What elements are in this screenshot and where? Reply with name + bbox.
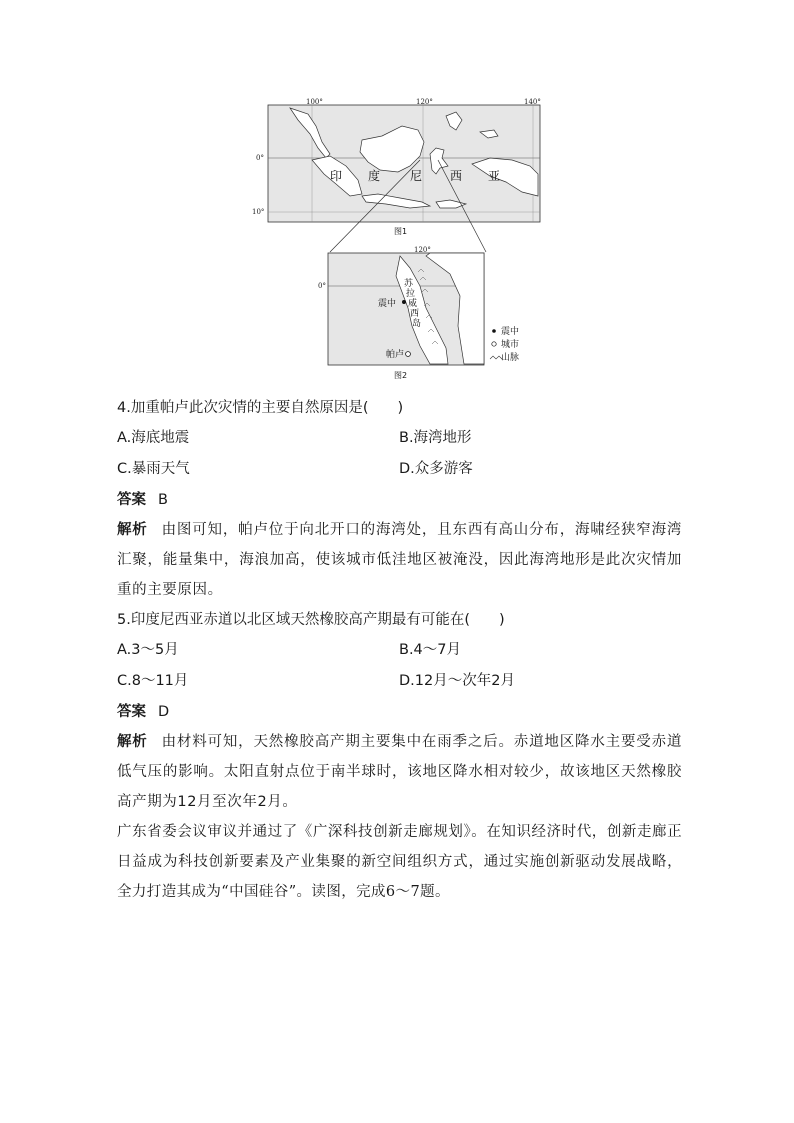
epicenter-label: 震中 [378,299,397,309]
island-char-4: 西 [410,309,420,319]
map-legend [490,325,519,363]
q4-option-d: D.众多游客 [399,461,473,477]
q5-analysis [117,727,682,817]
q4-options-row1 [117,423,682,454]
epicenter-dot [402,300,406,304]
q4-analysis [117,515,682,605]
q4-stem: 4.加重帕卢此次灾情的主要自然原因是( ) [117,400,404,416]
q5-answer-label: 答案 [117,704,146,720]
q4-option-c: C.暴雨天气 [117,461,190,477]
country-char-2: 度 [368,169,381,183]
lon-120-label: 120° [416,98,433,106]
q5-option-c: C.8～11月 [117,673,189,689]
q5-option-d: D.12月～次年2月 [399,673,515,689]
figure-maps [250,96,550,386]
legend-epicenter-label: 震中 [501,327,520,337]
island-char-5: 岛 [412,319,422,329]
island-char-3: 威 [408,299,418,309]
legend-city-icon [492,342,496,346]
q5-option-a: A.3～5月 [117,642,179,658]
q5-stem: 5.印度尼西亚赤道以北区域天然橡胶高产期最有可能在( ) [117,612,505,628]
lon-100-label: 100° [306,98,323,106]
q4-answer [117,485,682,515]
q4-option-a: A.海底地震 [117,430,190,446]
material-paragraph: 广东省委会议审议并通过了《广深科技创新走廊规划》。在知识经济时代，创新走廊正日益成为科技创新要素及产业集聚的新空间组织方式，通过实施创新驱动发展战略，全力打造其成为“中国硅谷”。读图，完成6～7题。 [117,824,682,900]
island-char-1: 苏 [404,279,414,289]
city-circle [406,352,411,357]
q4-options-row2 [117,454,682,485]
fig1-caption: 图1 [394,227,408,236]
lat-0-label: 0° [256,154,264,162]
lon-140-label: 140° [524,98,541,106]
q4-answer-value: B [158,492,168,508]
map-figure [250,96,550,386]
country-char-5: 亚 [488,169,501,183]
lat-10-label: 10° [252,208,265,216]
city-label: 帕卢 [386,350,405,360]
q5-option-b: B.4～7月 [399,642,462,658]
inset-lon-label: 120° [414,246,431,254]
question-content [117,393,682,907]
q5-analysis-label: 解析 [117,734,148,750]
q4-option-b: B.海湾地形 [399,430,472,446]
fig2-caption: 图2 [394,371,408,380]
island-char-2: 拉 [406,289,416,299]
q5-options-row1 [117,635,682,666]
country-char-3: 尼 [410,169,423,183]
q5-answer-value: D [158,704,170,720]
q4-answer-label: 答案 [117,492,146,508]
inset-lat-label: 0° [318,282,326,290]
q4-analysis-text: 由图可知，帕卢位于向北开口的海湾处，且东西有高山分布，海啸经狭窄海湾汇聚，能量集中，海浪加高，使该城市低洼地区被淹没，因此海湾地形是此次灾情加重的主要原因。 [117,522,682,598]
legend-epicenter-icon [492,329,496,333]
q5-options-row2 [117,666,682,697]
q4-analysis-label: 解析 [117,522,148,538]
q5-analysis-text: 由材料可知，天然橡胶高产期主要集中在雨季之后。赤道地区降水主要受赤道低气压的影响。太阳直射点位于南半球时，该地区降水相对较少，故该地区天然橡胶高产期为12月至次年2月。 [117,734,682,810]
country-char-1: 印 [330,169,343,183]
country-char-4: 西 [450,169,463,183]
legend-mountain-label: 山脉 [501,353,520,363]
q5-answer [117,697,682,727]
legend-city-label: 城市 [501,340,520,350]
